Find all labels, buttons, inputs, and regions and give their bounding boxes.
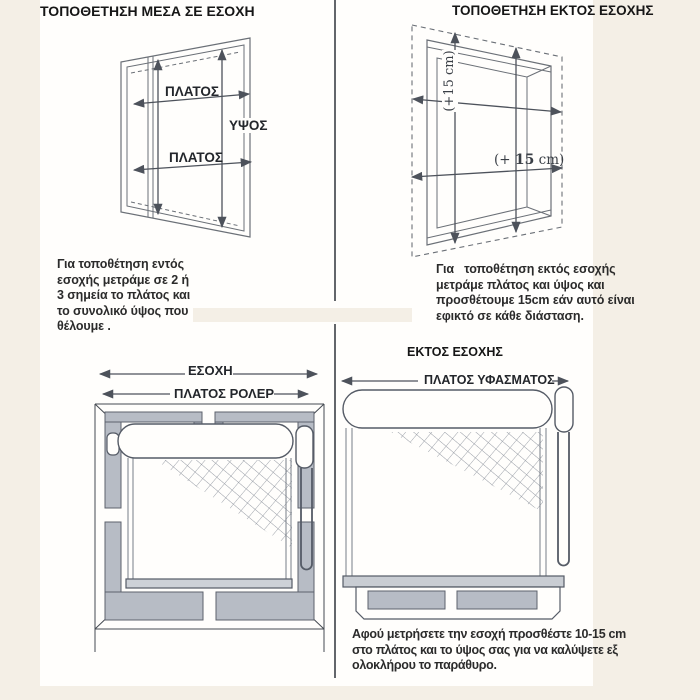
- width-label-bottom: ΠΛΑΤΟΣ: [169, 150, 223, 165]
- section-title-outside-recess-bottom: ΕΚΤΟΣ ΕΣΟΧΗΣ: [407, 345, 503, 359]
- caption-line: προσθέτουμε 15cm εάν αυτό είναι: [436, 293, 635, 307]
- roller-blind: [107, 424, 313, 588]
- window-sill: [356, 587, 560, 619]
- pull-chain: [558, 432, 569, 566]
- bottom-bar: [343, 576, 564, 587]
- window-inside-recess-diagram: [110, 28, 275, 253]
- width-label-top: ΠΛΑΤΟΣ: [165, 84, 219, 99]
- fabric-mesh-texture: [155, 460, 292, 548]
- height-plus-label: (+15 cm): [442, 50, 457, 112]
- width-plus-arrow-bottom: [412, 168, 562, 177]
- caption-line: Για τοποθέτηση εκτός εσοχής: [436, 262, 616, 276]
- caption-line: Αφού μετρήσετε την εσοχή προσθέστε 10-15 cm: [352, 627, 626, 641]
- horizontal-separator-band: [193, 308, 412, 322]
- inside-recess-caption: [57, 257, 190, 335]
- width-plus-prefix: (+: [494, 152, 515, 168]
- height-label: ΥΨΟΣ: [229, 118, 268, 133]
- roller-inside-recess-diagram: [93, 360, 333, 655]
- fabric-width-label: ΠΛΑΤΟΣ ΥΦΑΣΜΑΤΟΣ: [424, 373, 555, 387]
- width-plus-suffix: cm): [534, 152, 565, 168]
- outside-recess-bottom-caption: [352, 627, 626, 674]
- chain-control-cap: [555, 387, 573, 432]
- caption-line: Για τοποθέτηση εντός: [57, 257, 184, 271]
- section-title-inside-recess: ΤΟΠΟΘΕΤΗΣΗ ΜΕΣΑ ΣΕ ΕΣΟΧΗ: [40, 3, 255, 19]
- blind-outline-dashed: [412, 25, 565, 257]
- column-divider-top: [334, 0, 336, 301]
- sill-block-right: [457, 591, 537, 609]
- measure-arrows: [134, 50, 251, 227]
- caption-line: εφικτό σε κάθε διάσταση.: [436, 308, 584, 323]
- outside-recess-caption: [436, 262, 635, 324]
- caption-line: εσοχής μετράμε σε 2 ή: [57, 272, 190, 287]
- roller-width-label: ΠΛΑΤΟΣ ΡΟΛΕΡ: [174, 386, 275, 401]
- window-outside-recess-diagram: [405, 20, 595, 265]
- chain-control-cap: [296, 426, 313, 468]
- roller-outside-recess-diagram: [340, 370, 580, 625]
- recess-label: ΕΣΟΧΗ: [188, 363, 233, 378]
- caption-line: 3 σημεία το πλάτος και: [57, 288, 191, 302]
- caption-line: ολοκλήρου το παράθυρο.: [352, 658, 497, 672]
- caption-line: μετράμε πλάτος και ύψος και: [436, 277, 605, 292]
- roller-tube: [343, 390, 552, 428]
- width-plus-arrow-top: [413, 99, 561, 112]
- section-title-outside-recess: ΤΟΠΟΘΕΤΗΣΗ ΕΚΤΟΣ ΕΣΟΧΗΣ: [452, 3, 654, 18]
- column-divider-bottom: [334, 324, 336, 678]
- window-frame: [121, 38, 250, 237]
- roller-tube: [118, 424, 293, 458]
- caption-line: θέλουμε .: [57, 319, 111, 333]
- window-frame: [412, 25, 565, 257]
- roller-blind: [343, 387, 573, 587]
- width-plus-value: 15: [514, 152, 535, 168]
- bottom-bar: [126, 579, 292, 588]
- caption-line: το συνολικό ύψος που: [57, 303, 189, 318]
- fabric-mesh-texture: [390, 432, 543, 512]
- caption-line: στο πλάτος και το ύψος σας για να καλύψετε εξ: [352, 642, 618, 657]
- sill-block-left: [368, 591, 445, 609]
- mounting-bracket: [107, 433, 119, 455]
- width-plus-label: [494, 152, 564, 168]
